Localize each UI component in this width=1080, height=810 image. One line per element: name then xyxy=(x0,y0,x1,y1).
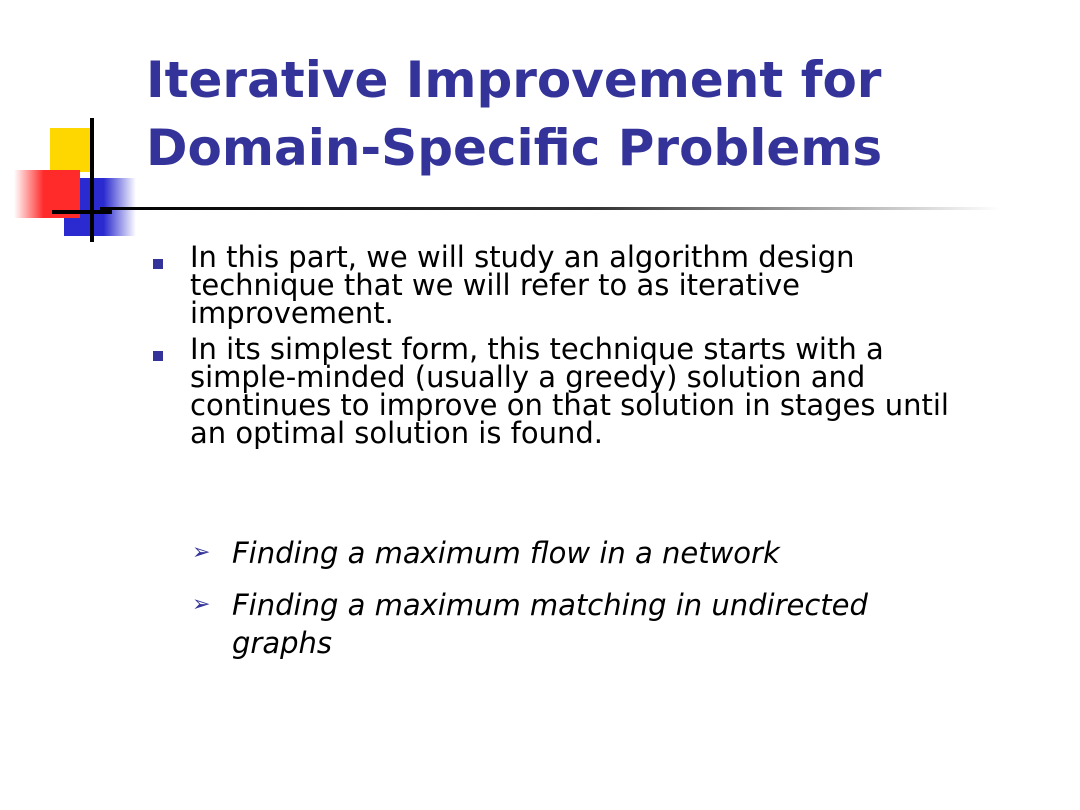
square-bullet-icon xyxy=(153,259,163,269)
bullet-list xyxy=(150,240,1050,455)
bullet-line: improvement. xyxy=(190,296,394,330)
title-divider xyxy=(100,207,1000,210)
slide-logo xyxy=(0,0,160,260)
sub-bullet-item xyxy=(192,586,1042,662)
bullet-line: simple-minded (usually a greedy) solution and xyxy=(190,360,866,394)
slide-title-line: Iterative Improvement for xyxy=(146,51,882,109)
bullet-item xyxy=(150,332,1050,450)
logo-horizontal-line xyxy=(52,210,112,214)
logo-vertical-line xyxy=(90,118,94,242)
sub-bullet-list xyxy=(192,534,1042,676)
arrowhead-bullet-icon: ➢ xyxy=(192,540,211,565)
bullet-line: continues to improve on that solution in stages until xyxy=(190,388,949,422)
bullet-line: technique that we will refer to as iterative xyxy=(190,268,800,302)
bullet-line: In its simplest form, this technique starts with a xyxy=(190,332,884,366)
bullet-item xyxy=(150,240,1050,330)
sub-bullet-line: graphs xyxy=(232,626,332,660)
arrowhead-bullet-icon: ➢ xyxy=(192,592,211,617)
logo-yellow-square xyxy=(50,128,94,172)
slide-title-line: Domain-Specific Problems xyxy=(146,119,883,177)
bullet-line: In this part, we will study an algorithm design xyxy=(190,240,855,274)
sub-bullet-line: Finding a maximum flow in a network xyxy=(232,536,780,570)
sub-bullet-item xyxy=(192,534,1042,572)
square-bullet-icon xyxy=(153,351,163,361)
bullet-line: an optimal solution is found. xyxy=(190,416,604,450)
slide-title xyxy=(146,46,1066,182)
sub-bullet-line: Finding a maximum matching in undirected xyxy=(232,588,868,622)
